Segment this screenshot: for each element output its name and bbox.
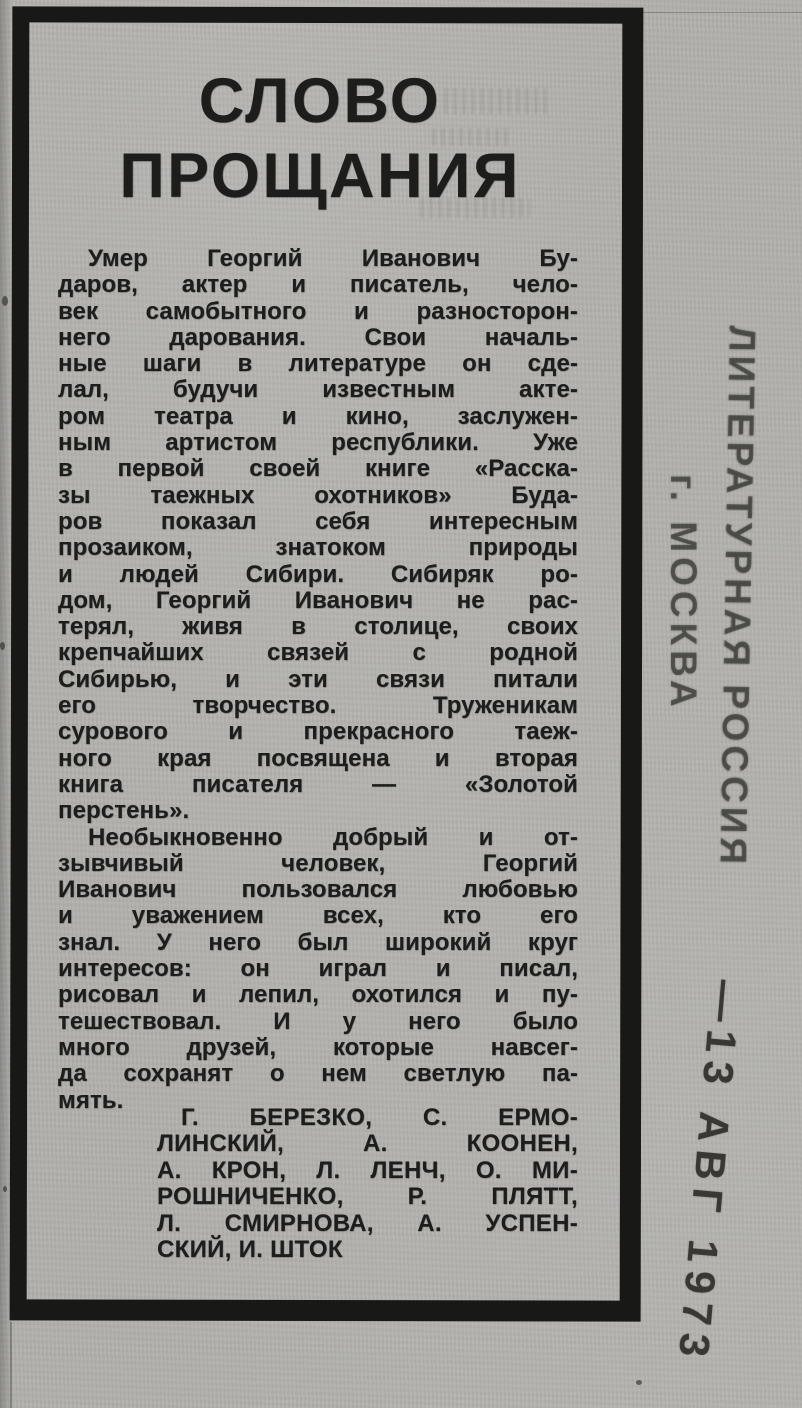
body-text-line: Необыкновенно добрый и от- <box>88 823 578 851</box>
body-text-line: терял, живя в столице, своих <box>58 613 578 641</box>
body-text-line: и уважением всех, кто его <box>58 902 578 930</box>
body-text-line: зывчивый человек, Георгий <box>58 849 578 877</box>
scan-crease-line <box>628 12 802 13</box>
body-text-line: и людей Сибири. Сибиряк ро- <box>58 560 578 588</box>
body-text-line: знал. У него был широкий круг <box>58 928 578 956</box>
signature-line: Г. БЕРЕЗКО, С. ЕРМО- <box>181 1104 578 1131</box>
paper-fold-line <box>10 1322 12 1408</box>
signature-block <box>157 1105 578 1263</box>
body-text-line: книга писателя — «Золотой <box>58 770 578 798</box>
body-text-line: сурового и прекрасного таеж- <box>58 718 578 746</box>
body-text-line: его творчество. Труженикам <box>58 692 578 720</box>
body-text-line: зы таежных охотников» Буда- <box>58 481 578 509</box>
body-text-line: век самобытного и разносторон- <box>58 297 578 325</box>
body-text-line: мять. <box>58 1086 124 1114</box>
signature-line: ЛИНСКИЙ, А. КООНЕН, <box>157 1130 578 1158</box>
body-text-line: ные шаги в литературе он сде- <box>58 350 578 378</box>
library-stamp-newspaper-name: ЛИТЕРАТУРНАЯ РОССИЯ <box>712 325 763 869</box>
body-paragraph-1 <box>58 246 578 825</box>
signature-line: Л. СМИРНОВА, А. УСПЕН- <box>157 1209 578 1237</box>
obituary-body-column <box>58 246 578 1114</box>
ink-speck <box>0 642 5 650</box>
body-text-line: тешествовал. И у него было <box>58 1007 578 1035</box>
body-text-line: ного края посвящена и вторая <box>58 744 578 772</box>
body-text-line: перстень». <box>58 797 190 825</box>
body-text-line: рисовал и лепил, охотился и пу- <box>58 981 578 1009</box>
body-text-line: даров, актер и писатель, чело- <box>58 271 578 299</box>
body-text-line: крепчайших связей с родной <box>58 639 578 667</box>
obituary-headline <box>40 64 600 214</box>
body-text-line: ным артистом республики. Уже <box>58 429 578 457</box>
headline-line-2: ПРОЩАНИЯ <box>119 141 521 211</box>
ink-speck <box>2 296 8 306</box>
body-text-line: много друзей, которые навсег- <box>58 1033 578 1061</box>
body-text-line: ром театра и кино, заслужен- <box>58 402 578 430</box>
signature-line: А. КРОН, Л. ЛЕНЧ, О. МИ- <box>157 1156 578 1184</box>
signature-line: РОШНИЧЕНКО, Р. ПЛЯТТ, <box>157 1183 578 1211</box>
body-text-line: Умер Георгий Иванович Бу- <box>88 245 578 272</box>
headline-line-1: СЛОВО <box>198 66 442 136</box>
body-text-line: ров показал себя интересным <box>58 507 578 535</box>
body-paragraph-2 <box>58 825 578 1114</box>
body-text-line: интересов: он играл и писал, <box>58 955 578 983</box>
ink-speck <box>636 1380 642 1385</box>
date-stamp: —13 АВГ 1973 <box>669 977 750 1367</box>
body-text-line: лал, будучи известным акте- <box>58 376 578 404</box>
body-text-line: прозаиком, знатоком природы <box>58 534 578 562</box>
body-text-line: него дарования. Свои началь- <box>58 323 578 351</box>
body-text-line: дом, Георгий Иванович не рас- <box>58 586 578 614</box>
body-text-line: Сибирью, и эти связи питали <box>58 665 578 693</box>
body-text-line: Иванович пользовался любовью <box>58 876 578 904</box>
ink-speck <box>3 1186 7 1192</box>
signature-line: СКИЙ, И. ШТОК <box>157 1236 343 1264</box>
body-text-line: да сохранят о нем светлую па- <box>58 1060 578 1088</box>
library-stamp-city: г. МОСКВА <box>663 474 704 712</box>
body-text-line: в первой своей книге «Расска- <box>58 455 578 483</box>
